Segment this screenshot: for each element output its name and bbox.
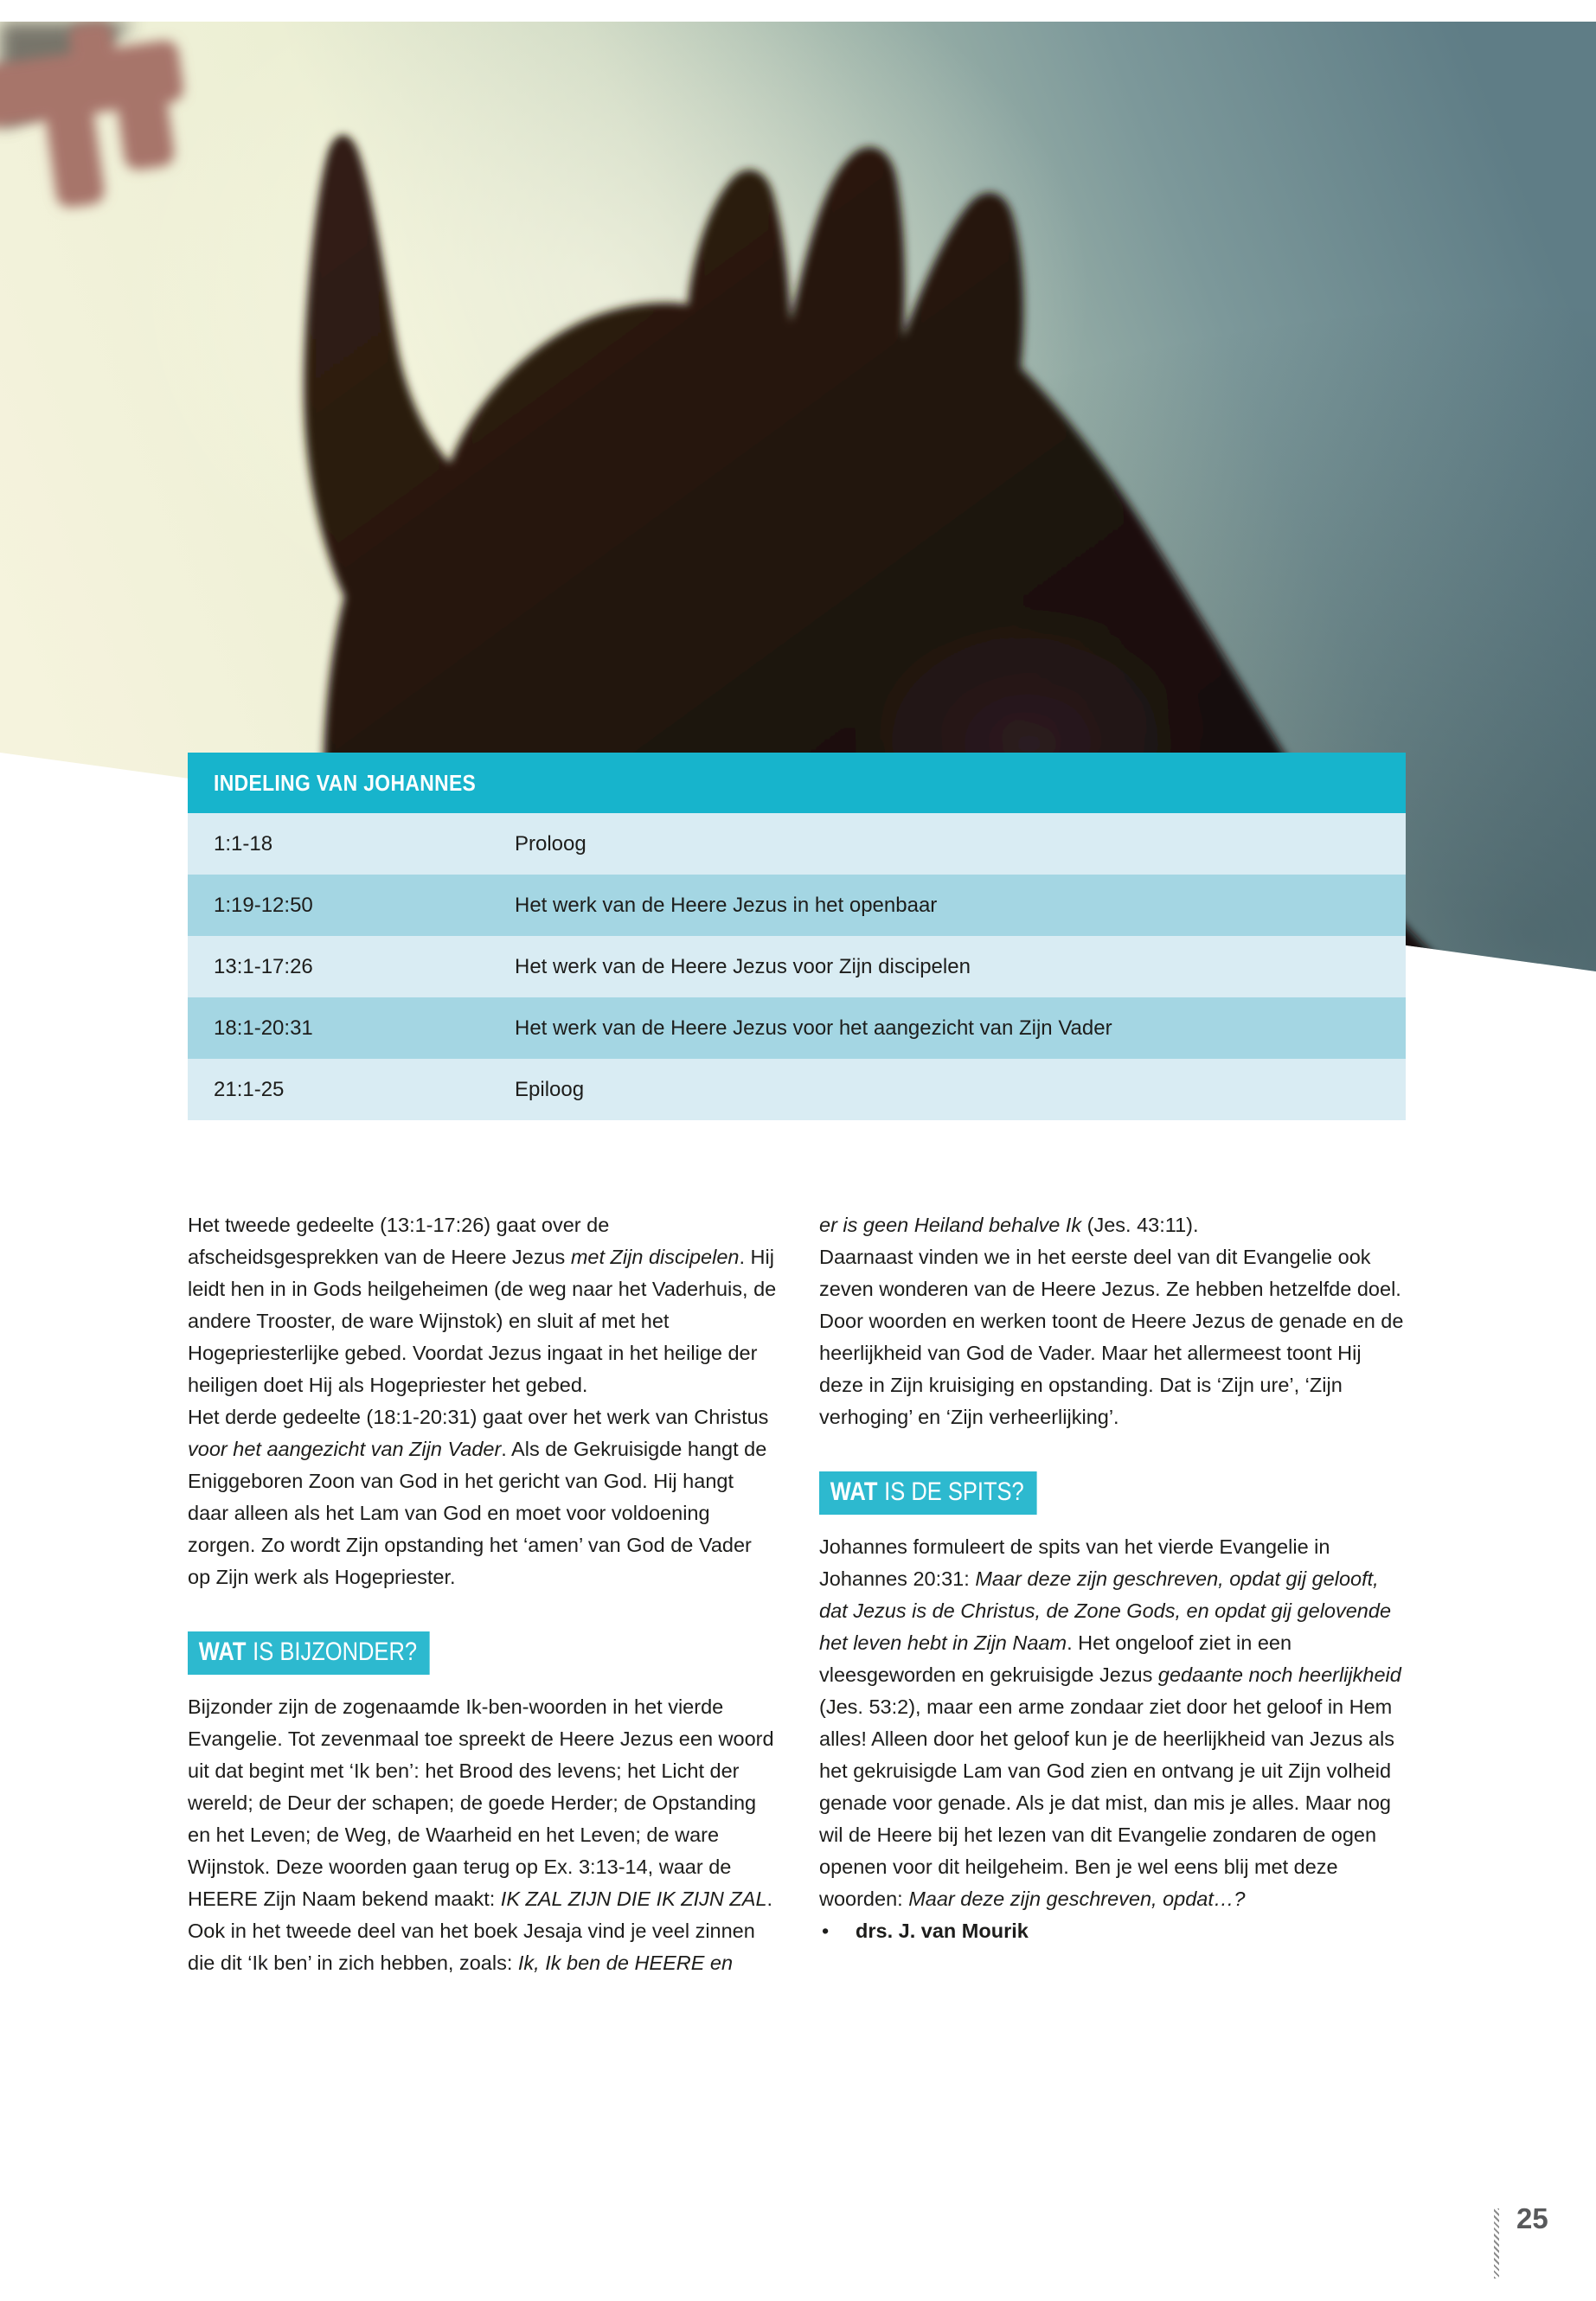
body-paragraph: Daarnaast vinden we in het eerste deel van dit Evangelie ook zeven wonderen van de Heere Jezus. Ze hebben hetzelfde doel. Door woorden en werken toont de Heere Jezus de genade en de heerlijkheid van God de Vader. Maar het allermeest toont Hij deze in Zijn kruisiging en opstanding. Dat is ‘Zijn ure’, ‘Zijn verhoging’ en ‘Zijn verheerlijking’. [819, 1246, 1404, 1428]
row-reference: 1:19-12:50 [214, 893, 313, 917]
chapter-table-title: INDELING VAN JOHANNES [214, 769, 477, 796]
section-header: WAT IS BIJZONDER? [188, 1631, 429, 1675]
bullet-icon: • [822, 1920, 830, 1942]
row-reference: 13:1-17:26 [214, 954, 313, 978]
body-paragraph: Het tweede gedeelte (13:1-17:26) gaat over de afscheidsgesprekken van de Heere Jezus met Zijn discipelen. Hij leidt hen in in Gods heilgeheimen (de weg naar het Vaderhuis, de andere Trooster, de ware Wijnstok) en sluit af met het Hogepriesterlijke gebed. Voordat Jezus ingaat in het heilige der heiligen doet Hij als Hogepriester het gebed. [188, 1214, 777, 1396]
page-number: 25 [1516, 2202, 1548, 2234]
chapter-table-rows [188, 813, 1406, 1120]
article-column-right [819, 1209, 1411, 1947]
table-row [188, 997, 1406, 1059]
row-description: Het werk van de Heere Jezus voor Zijn discipelen [515, 954, 971, 978]
row-description: Het werk van de Heere Jezus voor het aangezicht van Zijn Vader [515, 1016, 1112, 1040]
table-row [188, 1059, 1406, 1120]
row-description: Proloog [515, 831, 586, 856]
body-paragraph: Het derde gedeelte (18:1-20:31) gaat over het werk van Christus voor het aangezicht van Zijn Vader. Als de Gekruisigde hangt de Eniggeboren Zoon van God in het gericht van God. Hij hangt daar alleen als het Lam van God en moet voor voldoening zorgen. Zo wordt Zijn opstanding het ‘amen’ van God de Vader op Zijn werk als Hogepriester. [188, 1406, 769, 1588]
page-divider-line [1494, 2208, 1499, 2279]
chapter-table-header [188, 753, 1406, 813]
row-description: Het werk van de Heere Jezus in het openbaar [515, 893, 938, 917]
section-header: WAT IS DE SPITS? [819, 1471, 1036, 1515]
author-line [819, 1915, 1411, 1947]
body-paragraph: er is geen Heiland behalve Ik (Jes. 43:11). [819, 1214, 1199, 1236]
table-row [188, 936, 1406, 997]
row-reference: 18:1-20:31 [214, 1016, 313, 1040]
table-row [188, 875, 1406, 936]
article-column-left [188, 1209, 779, 1979]
chapter-index-table [188, 753, 1406, 1120]
row-reference: 21:1-25 [214, 1077, 285, 1101]
body-paragraph: Bijzonder zijn de zogenaamde Ik-ben-woorden in het vierde Evangelie. Tot zevenmaal toe spreekt de Heere Jezus een woord uit dat begint met ‘Ik ben’: het Brood des levens; het Licht der wereld; de Deur der schapen; de goede Herder; de Opstanding en het Leven; de Weg, de Waarheid en het Leven; de ware Wijnstok. Deze woorden gaan terug op Ex. 3:13-14, waar de HEERE Zijn Naam bekend maakt: IK ZAL ZIJN DIE IK ZIJN ZAL. Ook in het tweede deel van het boek Jesaja vind je veel zinnen die dit ‘Ik ben’ in zich hebben, zoals: Ik, Ik ben de HEERE en [188, 1695, 774, 1974]
author-name: drs. J. van Mourik [856, 1920, 1029, 1942]
body-paragraph: Johannes formuleert de spits van het vierde Evangelie in Johannes 20:31: Maar deze zijn geschreven, opdat gij gelooft, dat Jezus is de Christus, de Zone Gods, en opdat gij gelovende het leven hebt in Zijn Naam. Het ongeloof ziet in een vleesgeworden en gekruisigde Jezus gedaante noch heerlijkheid (Jes. 53:2), maar een arme zondaar ziet door het geloof in Hem alles! Alleen door het geloof kun je de heerlijkheid van Jezus als het gekruisigde Lam van God zien en ontvang je uit Zijn volheid genade voor genade. Als je dat mist, dan mis je alles. Maar nog wil de Heere bij het lezen van dit Evangelie zondaren de ogen openen voor dit heilgeheim. Ben je wel eens blij met deze woorden: Maar deze zijn geschreven, opdat…? [819, 1535, 1401, 1910]
table-row [188, 813, 1406, 875]
row-reference: 1:1-18 [214, 831, 273, 856]
row-description: Epiloog [515, 1077, 585, 1101]
